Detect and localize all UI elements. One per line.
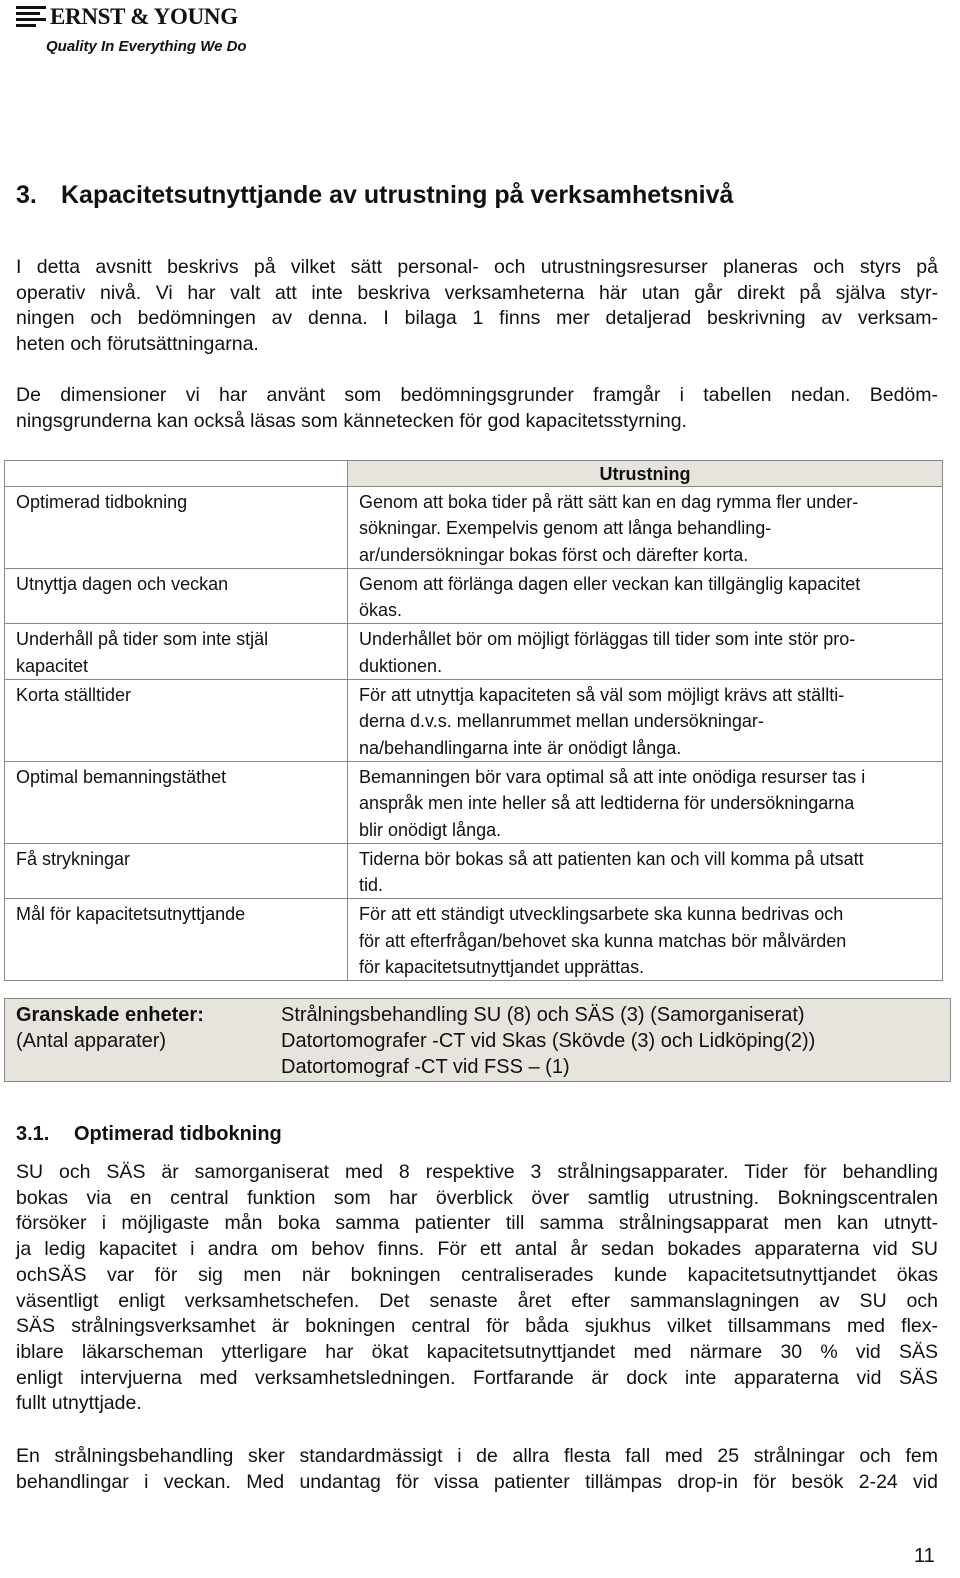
paragraph-line: väsentligt enligt verksamhetschefen. Det senaste året efter sammanslagningen av SU och bbox=[16, 1289, 938, 1312]
company-tagline: Quality In Everything We Do bbox=[46, 38, 247, 55]
description-cell: Underhållet bör om möjligt förläggas till tider som inte stör pro- duktionen. bbox=[348, 624, 943, 680]
units-sublabel: (Antal apparater) bbox=[16, 1030, 167, 1052]
table-row bbox=[5, 568, 943, 624]
unit-item: Strålningsbehandling SU (8) och SÄS (3) (Samorganiserat) bbox=[281, 1004, 805, 1026]
ey-logo-mark-icon bbox=[16, 6, 46, 28]
paragraph-line: bokas via en central funktion som har överblick över samtlig utrustning. Bokningscentralen bbox=[16, 1186, 938, 1209]
criteria-table bbox=[4, 460, 943, 981]
intro-line: ningen och bedömningen av denna. I bilaga 1 finns mer detaljerad beskrivning av verksam- bbox=[16, 307, 938, 330]
description-cell: Bemanningen bör vara optimal så att inte onödiga resurser tas i anspråk men inte heller så att ledtiderna för undersökningarna blir onödigt långa. bbox=[348, 761, 943, 843]
criterion-cell: Utnyttja dagen och veckan bbox=[5, 568, 348, 624]
subsection-number: 3.1. bbox=[16, 1123, 50, 1145]
subsection-heading bbox=[16, 1123, 282, 1146]
table-row bbox=[5, 761, 943, 843]
page-number: 11 bbox=[914, 1545, 935, 1567]
paragraph-line: behandlingar i veckan. Med undantag för vissa patienter tillämpas drop-in för besök 2-24 vid bbox=[16, 1470, 938, 1493]
intro-line: I detta avsnitt beskrivs på vilket sätt personal- och utrustningsresurser planeras och styrs på bbox=[16, 256, 938, 278]
reviewed-units-label bbox=[16, 1002, 204, 1054]
basis-paragraph bbox=[16, 383, 938, 434]
description-cell: För att utnyttja kapaciteten så väl som möjligt krävs att ställti- derna d.v.s. mellanrummet mellan undersökningar- na/behandlingarna inte är onödigt långa. bbox=[348, 680, 943, 762]
criterion-cell: Få strykningar bbox=[5, 843, 348, 899]
section-heading bbox=[16, 181, 733, 210]
table-row bbox=[5, 624, 943, 680]
company-logo bbox=[16, 4, 266, 56]
description-cell: Genom att boka tider på rätt sätt kan en dag rymma fler under- sökningar. Exempelvis genom att långa behandling- ar/undersökningar bokas först och därefter korta. bbox=[348, 487, 943, 569]
criterion-cell: Korta ställtider bbox=[5, 680, 348, 762]
table-row bbox=[5, 899, 943, 981]
intro-line: operativ nivå. Vi har valt att inte beskriva verksamheterna här utan går direkt på själva styr- bbox=[16, 281, 938, 304]
units-label: Granskade enheter: bbox=[16, 1004, 204, 1026]
paragraph-line: SU och SÄS är samorganiserat med 8 respektive 3 strålningsapparater. Tider för behandling bbox=[16, 1161, 938, 1183]
description-cell: Tiderna bör bokas så att patienten kan och vill komma på utsatt tid. bbox=[348, 843, 943, 899]
paragraph-line: enligt intervjuerna med verksamhetsledningen. Fortfarande är dock inte apparaterna vid SÄS bbox=[16, 1366, 938, 1389]
reviewed-units-list bbox=[281, 1002, 815, 1080]
subsection-title: Optimerad tidbokning bbox=[74, 1123, 282, 1145]
paragraph-line: SÄS strålningsverksamhet är bokningen central för båda sjukhus vilket tillsammans med flex- bbox=[16, 1315, 938, 1338]
basis-line: ningsgrunderna kan också läsas som kännetecken för god kapacitetsstyrning. bbox=[16, 409, 687, 432]
description-cell: Genom att förlänga dagen eller veckan kan tillgänglig kapacitet ökas. bbox=[348, 568, 943, 624]
criterion-cell: Underhåll på tider som inte stjäl kapacitet bbox=[5, 624, 348, 680]
unit-item: Datortomografer -CT vid Skas (Skövde (3) och Lidköping(2)) bbox=[281, 1030, 816, 1052]
intro-line: heten och förutsättningarna. bbox=[16, 333, 259, 356]
section-number: 3. bbox=[16, 181, 37, 209]
column-header: Utrustning bbox=[348, 461, 943, 487]
company-name: ERNST & YOUNG bbox=[50, 4, 238, 29]
criterion-cell: Mål för kapacitetsutnyttjande bbox=[5, 899, 348, 981]
criterion-cell: Optimerad tidbokning bbox=[5, 487, 348, 569]
unit-item: Datortomograf -CT vid FSS – (1) bbox=[281, 1056, 570, 1078]
section-title: Kapacitetsutnyttjande av utrustning på verksamhetsnivå bbox=[61, 181, 734, 209]
booking-paragraph bbox=[16, 1160, 938, 1417]
treatment-paragraph bbox=[16, 1444, 938, 1495]
paragraph-line: ochSÄS var för sig men när bokningen centraliserades kunde kapacitetsutnyttjandet ökas bbox=[16, 1263, 938, 1286]
paragraph-line: iblare läkarscheman ytterligare har ökat kapacitetsutnyttjandet med närmare 30 % vid SÄS bbox=[16, 1340, 938, 1363]
intro-paragraph bbox=[16, 255, 938, 358]
paragraph-line: försöker i möjligaste mån boka samma patienter till samma strålningsapparat men kan utnytt- bbox=[16, 1212, 938, 1235]
paragraph-line: ja ledig kapacitet i andra om behov finns. För ett antal år sedan bokades apparaterna vid SU bbox=[16, 1238, 938, 1261]
table-corner-cell bbox=[5, 461, 348, 487]
table-row bbox=[5, 487, 943, 569]
paragraph-line: En strålningsbehandling sker standardmässigt i de allra flesta fall med 25 strålningar och fem bbox=[16, 1445, 938, 1467]
basis-line: De dimensioner vi har använt som bedömningsgrunder framgår i tabellen nedan. Bedöm- bbox=[16, 384, 938, 406]
table-row bbox=[5, 680, 943, 762]
description-cell: För att ett ständigt utvecklingsarbete ska kunna bedrivas och för att efterfrågan/behovet ska kunna matchas bör målvärden för kapacitetsutnyttjandet upprättas. bbox=[348, 899, 943, 981]
paragraph-line: fullt utnyttjade. bbox=[16, 1392, 142, 1415]
table-row bbox=[5, 843, 943, 899]
criterion-cell: Optimal bemanningstäthet bbox=[5, 761, 348, 843]
reviewed-units-box bbox=[4, 998, 951, 1082]
